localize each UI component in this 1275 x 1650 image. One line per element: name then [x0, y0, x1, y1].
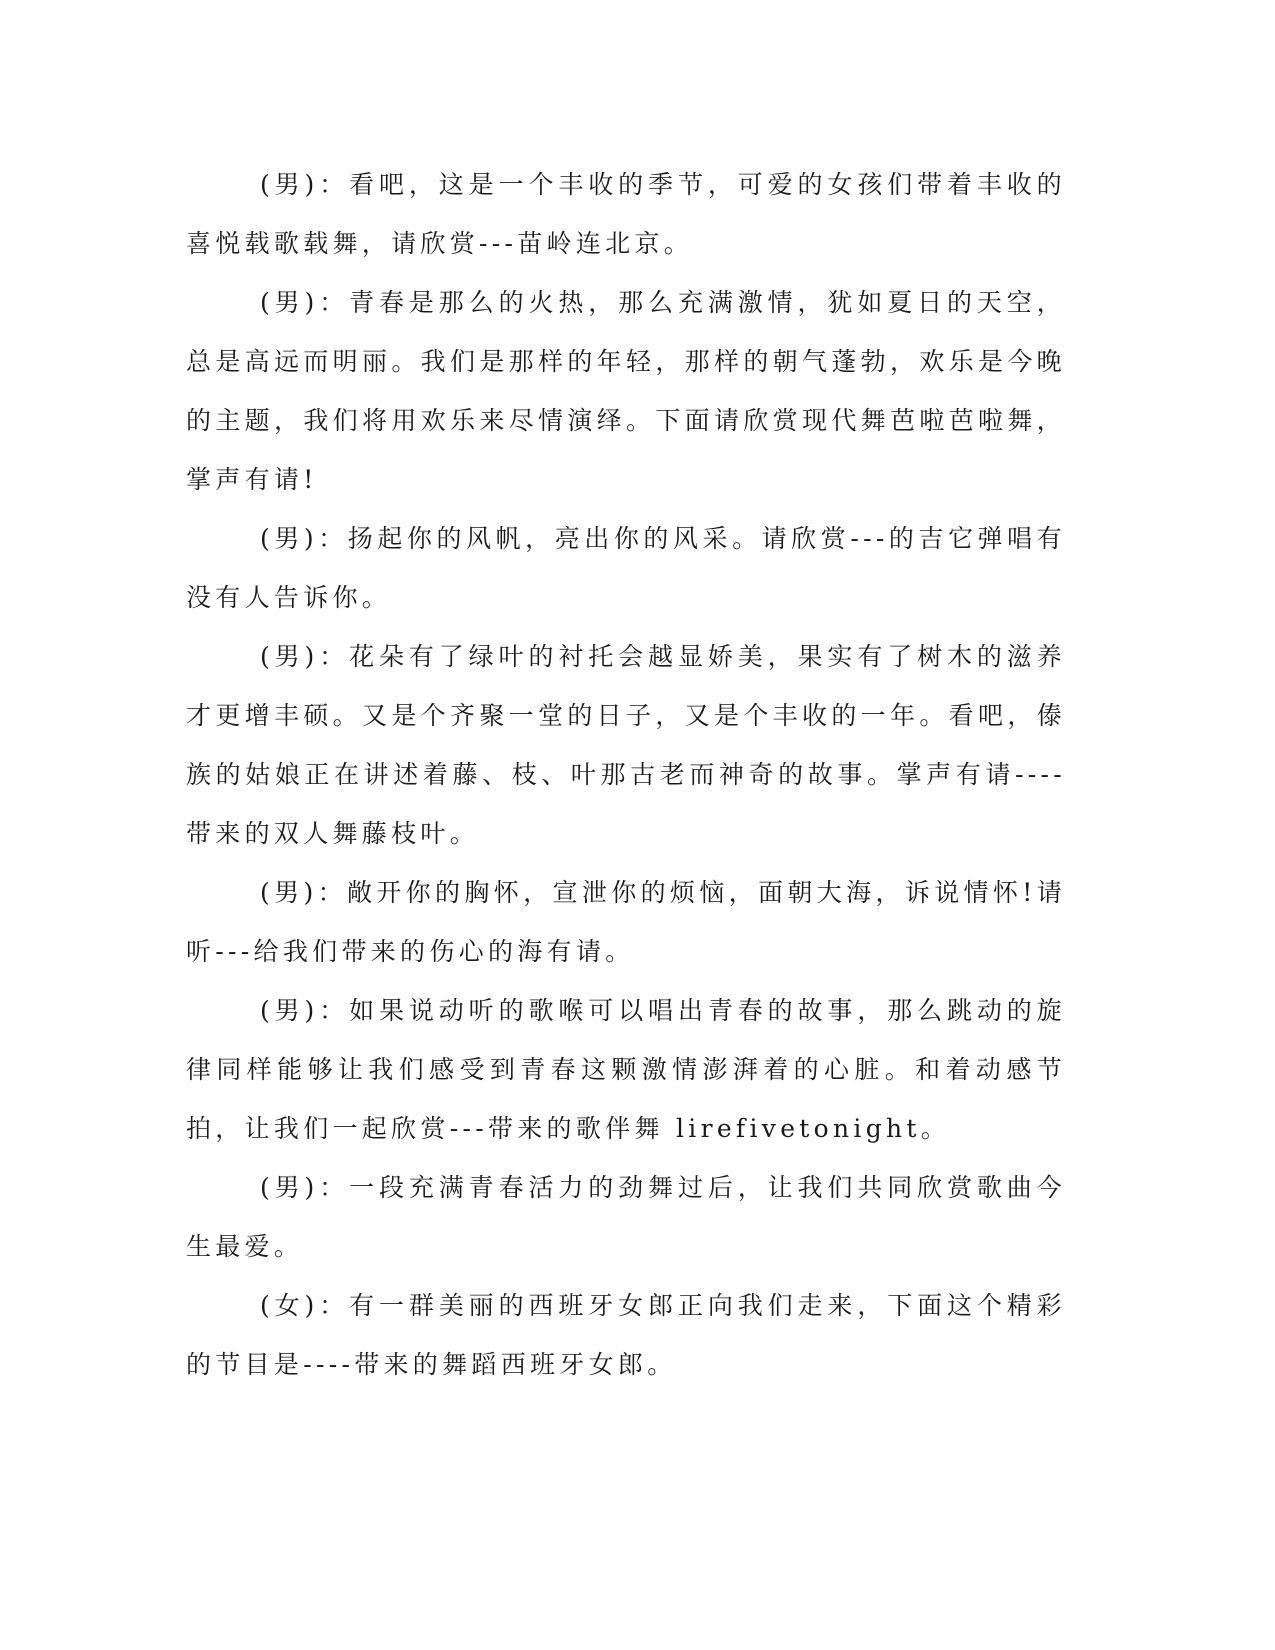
paragraph: (男)：看吧，这是一个丰收的季节，可爱的女孩们带着丰收的喜悦载歌载舞，请欣赏---苗岭连北京。 — [186, 170, 1066, 258]
paragraph: (男)：敞开你的胸怀，宣泄你的烦恼，面朝大海，诉说情怀!请听---给我们带来的伤心的海有请。 — [186, 878, 1066, 966]
document-body — [186, 155, 1066, 1394]
paragraph: (男)：青春是那么的火热，那么充满激情，犹如夏日的天空，总是高远而明丽。我们是那样的年轻，那样的朝气蓬勃，欢乐是今晚的主题，我们将用欢乐来尽情演绎。下面请欣赏现代舞芭啦芭啦舞，掌声有请! — [186, 288, 1066, 494]
paragraph: (男)：如果说动听的歌喉可以唱出青春的故事，那么跳动的旋律同样能够让我们感受到青春这颗激情澎湃着的心脏。和着动感节拍，让我们一起欣赏---带来的歌伴舞 lirefivetonight。 — [186, 996, 1066, 1143]
paragraph: (女)：有一群美丽的西班牙女郎正向我们走来，下面这个精彩的节目是----带来的舞蹈西班牙女郎。 — [186, 1291, 1066, 1379]
paragraph: (男)：一段充满青春活力的劲舞过后，让我们共同欣赏歌曲今生最爱。 — [186, 1173, 1066, 1261]
paragraph: (男)：扬起你的风帆，亮出你的风采。请欣赏---的吉它弹唱有没有人告诉你。 — [186, 524, 1066, 612]
paragraph: (男)：花朵有了绿叶的衬托会越显娇美，果实有了树木的滋养才更增丰硕。又是个齐聚一堂的日子，又是个丰收的一年。看吧，傣族的姑娘正在讲述着藤、枝、叶那古老而神奇的故事。掌声有请----带来的双人舞藤枝叶。 — [186, 642, 1066, 848]
